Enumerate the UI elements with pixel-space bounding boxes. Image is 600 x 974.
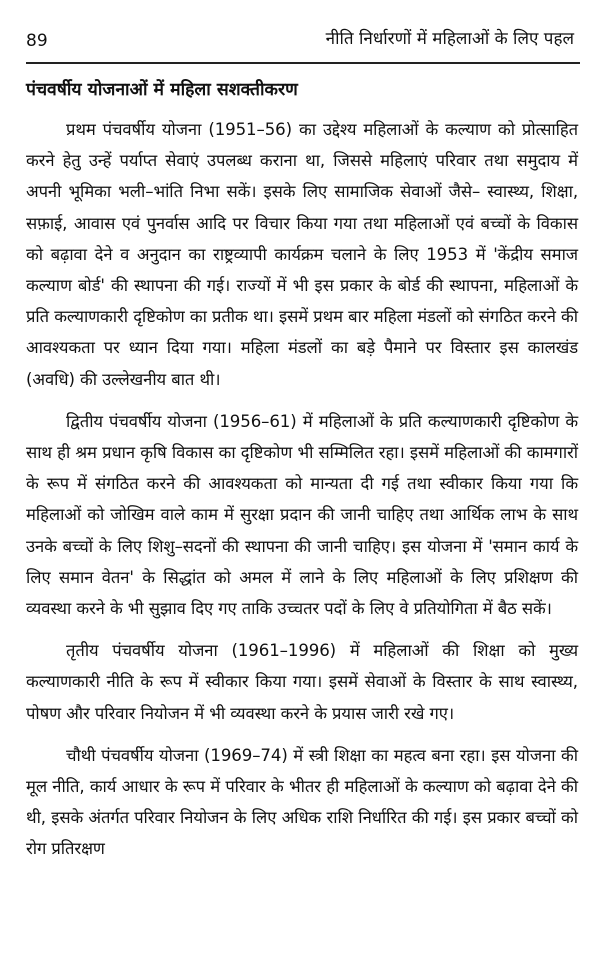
body-text	[26, 114, 578, 876]
paragraph-fourth-plan: चौथी पंचवर्षीय योजना (1969–74) में स्त्री शिक्षा का महत्व बना रहा। इस योजना की मूल नीति, कार्य आधार के रूप में परिवार के भीतर ही महिलाओं के कल्याण को बढ़ावा देने की थी, इसके अंतर्गत परिवार नियोजन के लिए अधिक राशि निर्धारित की गई। इस प्रकार बच्चों को रोग प्रतिरक्षण	[26, 745, 578, 859]
paragraph-first-plan: प्रथम पंचवर्षीय योजना (1951–56) का उद्देश्य महिलाओं के कल्याण को प्रोत्साहित करने हेतु उन्हें पर्याप्त सेवाएं उपलब्ध कराना था, जिससे महिलाएं परिवार तथा समुदाय में अपनी भूमिका भली–भांति निभा सकें। इसके लिए सामाजिक सेवाओं जैसे– स्वास्थ्य, शिक्षा, सफ़ाई, आवास एवं पुनर्वास आदि पर विचार किया गया तथा महिलाओं एवं बच्चों के विकास को बढ़ावा देने व अनुदान का राष्ट्रव्यापी कार्यक्रम चलाने के लिए 1953 में 'केंद्रीय समाज कल्याण बोर्ड' की स्थापना की गई। राज्यों में भी इस प्रकार के बोर्ड की स्थापना, महिलाओं के प्रति कल्याणकारी दृष्टिकोण का प्रतीक था। इसमें प्रथम बार महिला मंडलों को संगठित करने की आवश्यकता पर ध्यान दिया गया। महिला मंडलों का बड़े पैमाने पर विस्तार इस कालखंड (अवधि) की उल्लेखनीय बात थी।	[26, 120, 578, 389]
running-title: नीति निर्धारणों में महिलाओं के लिए पहल	[325, 29, 574, 49]
page-header	[26, 28, 574, 56]
page-number: 89	[26, 31, 48, 51]
header-divider	[26, 62, 580, 64]
section-heading: पंचवर्षीय योजनाओं में महिला सशक्तीकरण	[26, 80, 298, 100]
paragraph-third-plan: तृतीय पंचवर्षीय योजना (1961–1996) में महिलाओं की शिक्षा को मुख्य कल्याणकारी नीति के रूप में स्वीकार किया गया। इसमें सेवाओं के विस्तार के साथ स्वास्थ्य, पोषण और परिवार नियोजन में भी व्यवस्था करने के प्रयास जारी रखे गए।	[26, 641, 578, 723]
paragraph-second-plan: द्वितीय पंचवर्षीय योजना (1956–61) में महिलाओं के प्रति कल्याणकारी दृष्टिकोण के साथ ही श्रम प्रधान कृषि विकास का दृष्टिकोण भी सम्मिलित रहा। इसमें महिलाओं की कामगारों के रूप में संगठित करने की आवश्यकता को मान्यता दी गई तथा स्वीकार किया गया कि महिलाओं को जोखिम वाले काम में सुरक्षा प्रदान की जानी चाहिए तथा आर्थिक लाभ के साथ उनके बच्चों के लिए शिशु–सदनों की स्थापना की जानी चाहिए। इस योजना में 'समान कार्य के लिए समान वेतन' के सिद्धांत को अमल में लाने के लिए महिलाओं के लिए प्रशिक्षण की व्यवस्था करने के भी सुझाव दिए गए ताकि उच्चतर पदों के लिए वे प्रतियोगिता में बैठ सकें।	[26, 411, 578, 619]
